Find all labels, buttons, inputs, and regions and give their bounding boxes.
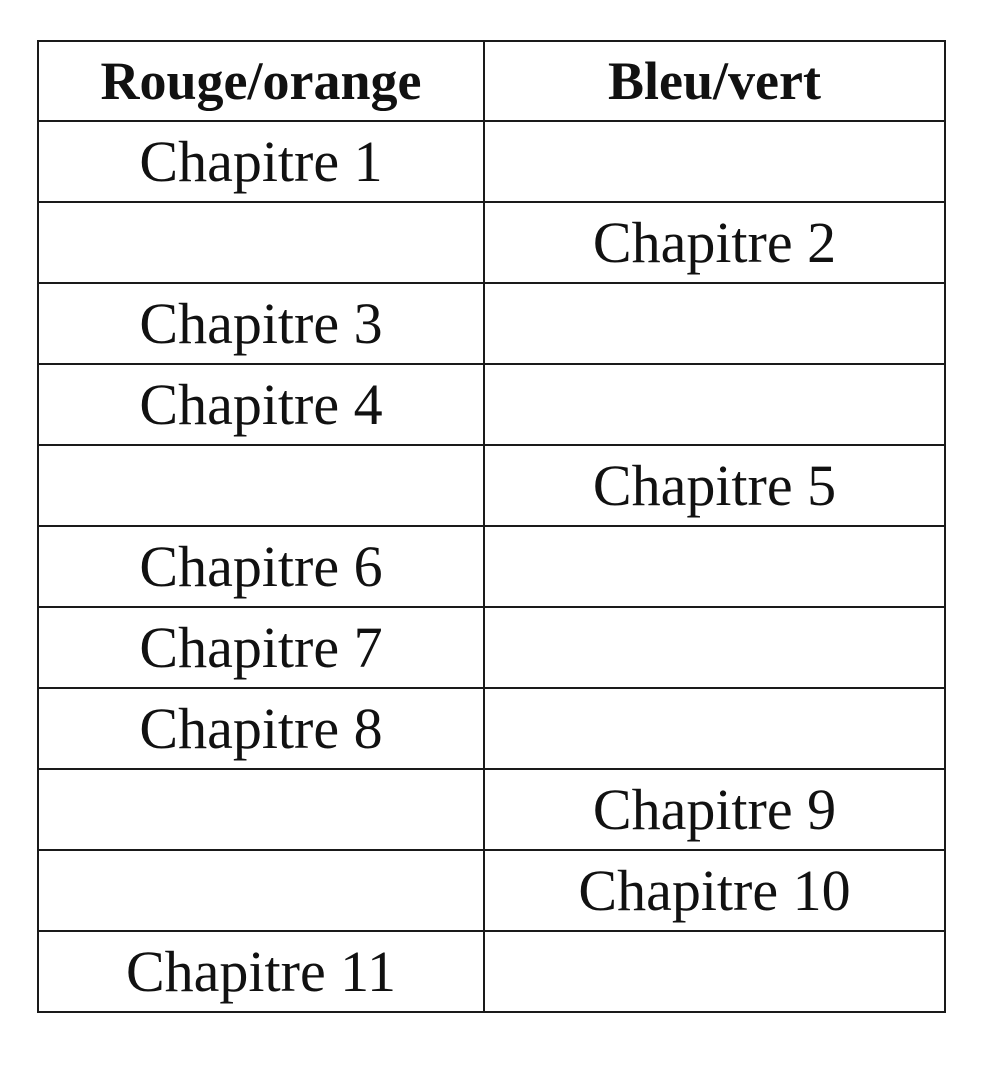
table-row [38, 364, 945, 445]
cell-rouge-orange [38, 769, 484, 850]
cell-bleu-vert: Chapitre 2 [484, 202, 945, 283]
table-row [38, 121, 945, 202]
cell-bleu-vert [484, 121, 945, 202]
chapter-color-table [37, 40, 946, 1013]
cell-bleu-vert: Chapitre 5 [484, 445, 945, 526]
table-row [38, 445, 945, 526]
cell-bleu-vert [484, 931, 945, 1012]
cell-rouge-orange [38, 202, 484, 283]
cell-rouge-orange: Chapitre 6 [38, 526, 484, 607]
table-row [38, 850, 945, 931]
table-row [38, 526, 945, 607]
table-row [38, 202, 945, 283]
table-row [38, 607, 945, 688]
cell-rouge-orange: Chapitre 4 [38, 364, 484, 445]
header-bleu-vert: Bleu/vert [484, 41, 945, 121]
header-row [38, 41, 945, 121]
cell-rouge-orange: Chapitre 1 [38, 121, 484, 202]
cell-rouge-orange [38, 850, 484, 931]
cell-bleu-vert [484, 526, 945, 607]
cell-rouge-orange [38, 445, 484, 526]
cell-bleu-vert [484, 607, 945, 688]
cell-bleu-vert [484, 688, 945, 769]
table-row [38, 769, 945, 850]
header-rouge-orange: Rouge/orange [38, 41, 484, 121]
cell-rouge-orange: Chapitre 7 [38, 607, 484, 688]
cell-bleu-vert: Chapitre 10 [484, 850, 945, 931]
cell-rouge-orange: Chapitre 11 [38, 931, 484, 1012]
cell-rouge-orange: Chapitre 8 [38, 688, 484, 769]
table-row [38, 931, 945, 1012]
table-row [38, 688, 945, 769]
cell-rouge-orange: Chapitre 3 [38, 283, 484, 364]
cell-bleu-vert [484, 364, 945, 445]
table-row [38, 283, 945, 364]
cell-bleu-vert [484, 283, 945, 364]
cell-bleu-vert: Chapitre 9 [484, 769, 945, 850]
